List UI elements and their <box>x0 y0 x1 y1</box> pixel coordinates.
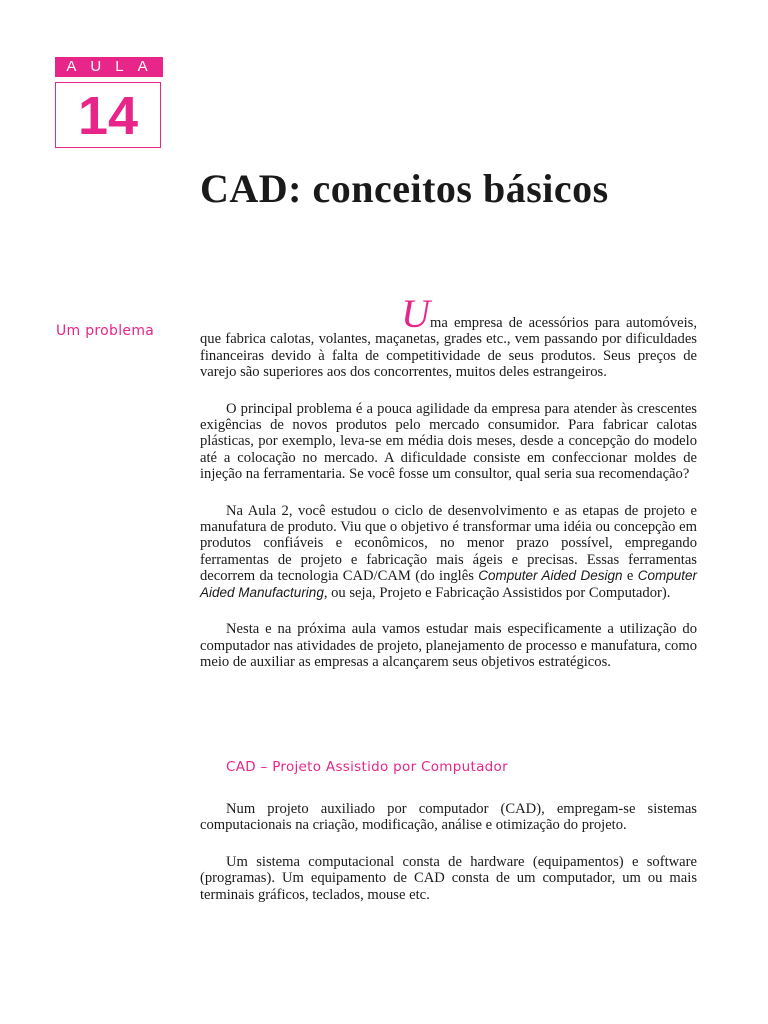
section-heading-cad: CAD – Projeto Assistido por Computador <box>226 759 508 775</box>
paragraph-4: Nesta e na próxima aula vamos estudar mais especificamente a utilização do computador nas atividades de projeto, planejamento de processo e manufatura, como meio de auxiliar as empresas a alcançarem seus objetivos estratégicos. <box>200 621 697 670</box>
paragraph-3: Na Aula 2, você estudou o ciclo de desenvolvimento e as etapas de projeto e manufatura de produto. Viu que o objetivo é transformar uma idéia ou concepção em produtos confiáveis e econômicos, no menor prazo possível, empregando ferramentas de projeto e fabricação mais ágeis e precisas. Essas ferramentas decorrem da tecnologia CAD/CAM (do inglês Computer Aided Design e Computer Aided Manufacturing, ou seja, Projeto e Fabricação Assistidos por Computador). <box>200 502 697 601</box>
drop-cap: U <box>401 291 430 336</box>
aula-label: AULA <box>55 57 163 77</box>
page-title: CAD: conceitos básicos <box>200 166 609 211</box>
paragraph-2: O principal problema é a pouca agilidade da empresa para atender às crescentes exigências de novos produtos pelo mercado consumidor. Para fabricar calotas plásticas, por exemplo, leva-se em média dois meses, desde a concepção do modelo até a colocação no mercado. A dificuldade consiste em confeccionar moldes de injeção na ferramentaria. Se você fosse um consultor, qual seria sua recomendação? <box>200 400 697 483</box>
paragraph-1 <box>200 291 697 381</box>
aula-number: 14 <box>55 82 161 148</box>
cad-paragraph-2: Um sistema computacional consta de hardware (equipamentos) e software (programas). Um equipamento de CAD consta de um computador, um ou mais terminais gráficos, teclados, mouse etc. <box>200 853 697 903</box>
paragraph-1-text: ma empresa de acessórios para automóveis, que fabrica calotas, volantes, maçanetas, grades etc., vem passando por dificuldades financeiras devido à falta de competitividade de seus produtos. Seus preços de varejo são superiores aos dos concorrentes, muitos deles estrangeiros. <box>200 315 697 381</box>
italic-computer-aided-design: Computer Aided Design <box>478 568 623 584</box>
italic-computer-aided-manufacturing: Computer Aided Manufacturing <box>200 568 697 600</box>
cad-paragraph-1: Num projeto auxiliado por computador (CAD), empregam-se sistemas computacionais na criação, modificação, análise e otimização do projeto. <box>200 801 697 834</box>
side-heading-um-problema: Um problema <box>56 323 155 339</box>
section-problem-body <box>200 291 697 690</box>
section-cad-body <box>200 801 697 923</box>
